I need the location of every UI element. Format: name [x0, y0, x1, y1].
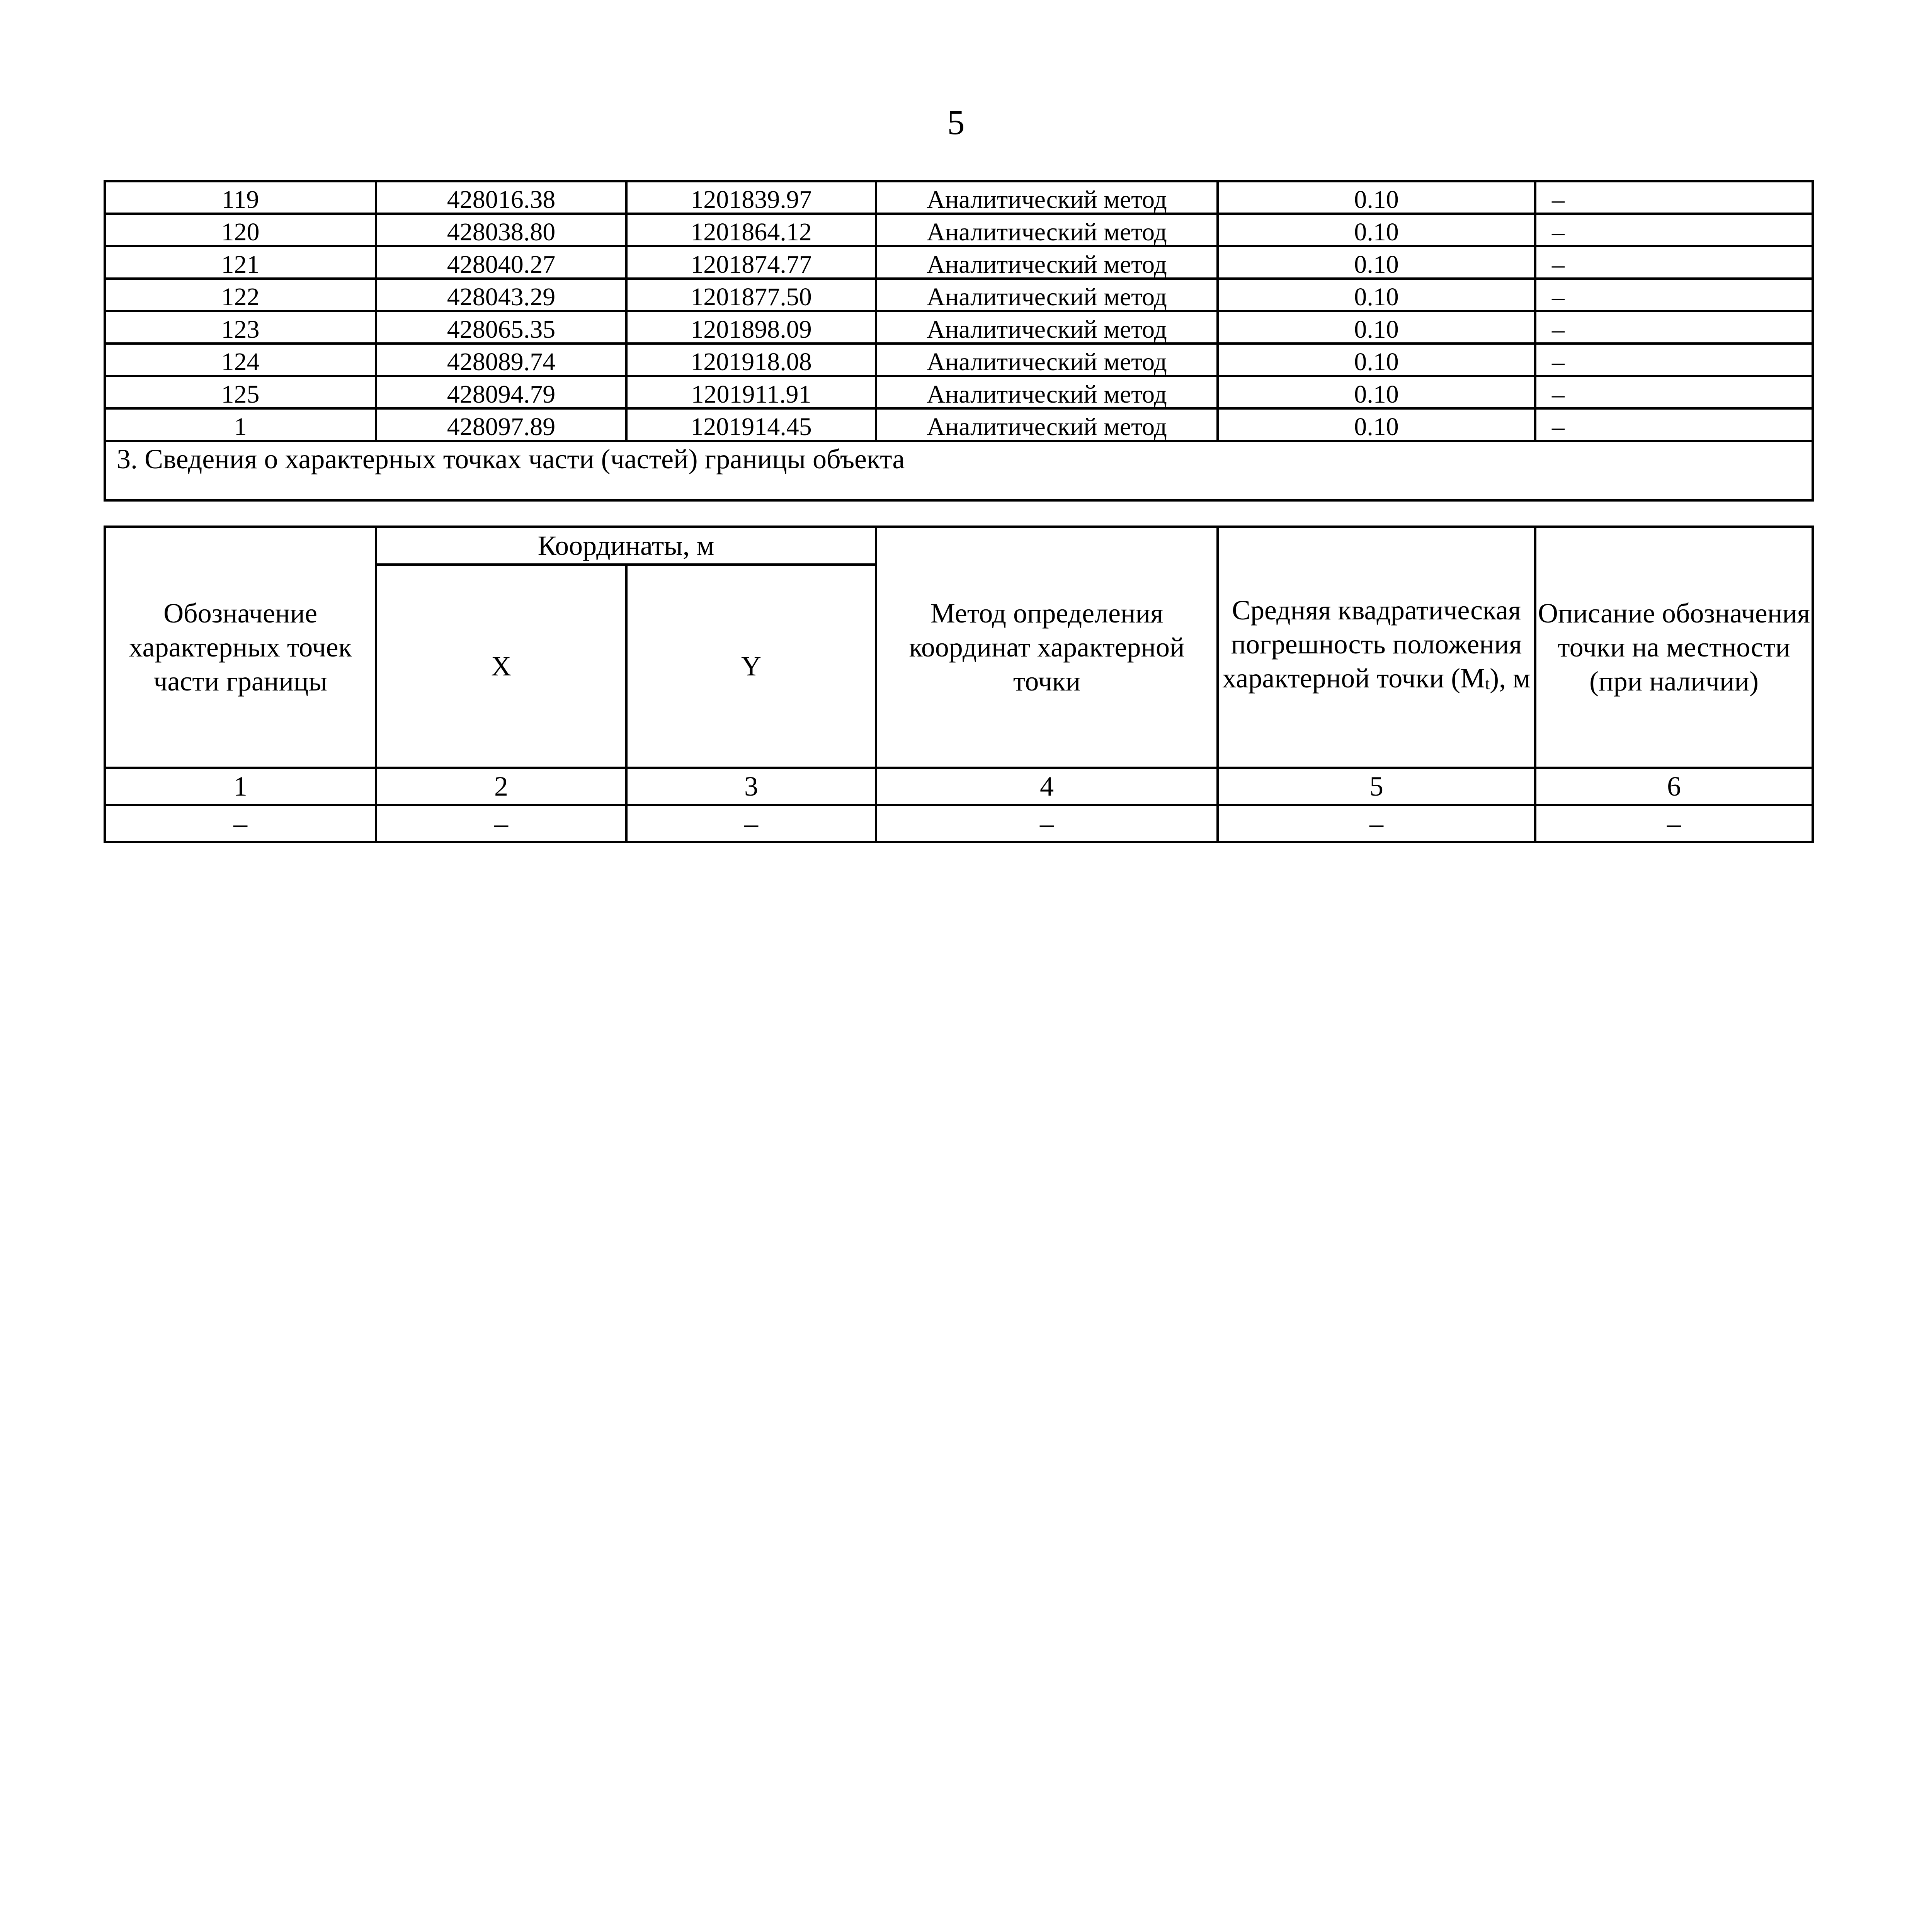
point-cell: 120	[105, 214, 376, 246]
column-number-cell: 2	[376, 768, 626, 805]
y-cell: 1201874.77	[626, 246, 876, 279]
table-row	[105, 214, 1813, 246]
y-cell: 1201839.97	[626, 181, 876, 214]
method-cell: Аналитический метод	[876, 181, 1218, 214]
header-accuracy-subscript: t	[1485, 675, 1490, 693]
table-cell: –	[376, 805, 626, 842]
x-cell: 428040.27	[376, 246, 626, 279]
description-cell: –	[1535, 246, 1813, 279]
x-cell: 428094.79	[376, 376, 626, 408]
method-cell: Аналитический метод	[876, 376, 1218, 408]
x-cell: 428089.74	[376, 344, 626, 376]
header-y: Y	[626, 565, 876, 768]
y-cell: 1201877.50	[626, 279, 876, 311]
description-cell: –	[1535, 311, 1813, 344]
point-cell: 125	[105, 376, 376, 408]
point-cell: 123	[105, 311, 376, 344]
y-cell: 1201898.09	[626, 311, 876, 344]
description-cell: –	[1535, 279, 1813, 311]
description-cell: –	[1535, 344, 1813, 376]
accuracy-cell: 0.10	[1218, 344, 1535, 376]
table-row	[105, 279, 1813, 311]
accuracy-cell: 0.10	[1218, 311, 1535, 344]
description-cell: –	[1535, 376, 1813, 408]
header-designation: Обозначение характерных точек части границы	[105, 527, 376, 768]
accuracy-cell: 0.10	[1218, 246, 1535, 279]
y-cell: 1201911.91	[626, 376, 876, 408]
method-cell: Аналитический метод	[876, 279, 1218, 311]
y-cell: 1201914.45	[626, 408, 876, 441]
section-3-title: 3. Сведения о характерных точках части (частей) границы объекта	[105, 441, 1813, 500]
boundary-parts-table	[104, 526, 1814, 843]
x-cell: 428016.38	[376, 181, 626, 214]
point-cell: 121	[105, 246, 376, 279]
column-number-cell: 6	[1535, 768, 1813, 805]
table-row	[105, 246, 1813, 279]
method-cell: Аналитический метод	[876, 214, 1218, 246]
point-cell: 1	[105, 408, 376, 441]
table-row	[105, 376, 1813, 408]
table-row	[105, 344, 1813, 376]
point-cell: 124	[105, 344, 376, 376]
table-cell: –	[876, 805, 1218, 842]
method-cell: Аналитический метод	[876, 344, 1218, 376]
table-cell: –	[1218, 805, 1535, 842]
accuracy-cell: 0.10	[1218, 408, 1535, 441]
description-cell: –	[1535, 181, 1813, 214]
accuracy-cell: 0.10	[1218, 181, 1535, 214]
table-row	[105, 311, 1813, 344]
accuracy-cell: 0.10	[1218, 214, 1535, 246]
table-row	[105, 181, 1813, 214]
description-cell: –	[1535, 408, 1813, 441]
column-number-cell: 3	[626, 768, 876, 805]
table-row	[105, 408, 1813, 441]
column-number-row	[105, 768, 1813, 805]
table-cell: –	[626, 805, 876, 842]
x-cell: 428097.89	[376, 408, 626, 441]
method-cell: Аналитический метод	[876, 311, 1218, 344]
y-cell: 1201918.08	[626, 344, 876, 376]
point-cell: 119	[105, 181, 376, 214]
header-x: X	[376, 565, 626, 768]
header-description: Описание обозначения точки на местности (при наличии)	[1535, 527, 1813, 768]
table-cell: –	[1535, 805, 1813, 842]
header-method: Метод определения координат характерной точки	[876, 527, 1218, 768]
column-number-cell: 5	[1218, 768, 1535, 805]
header-accuracy-text: Средняя квадратическая погрешность положения характерной точки (M	[1222, 595, 1522, 694]
description-cell: –	[1535, 214, 1813, 246]
point-cell: 122	[105, 279, 376, 311]
page-number: 5	[947, 104, 965, 142]
method-cell: Аналитический метод	[876, 246, 1218, 279]
table-cell: –	[105, 805, 376, 842]
x-cell: 428043.29	[376, 279, 626, 311]
x-cell: 428038.80	[376, 214, 626, 246]
method-cell: Аналитический метод	[876, 408, 1218, 441]
coordinates-table	[104, 180, 1814, 502]
header-coordinates: Координаты, м	[376, 527, 876, 565]
accuracy-cell: 0.10	[1218, 376, 1535, 408]
column-number-cell: 4	[876, 768, 1218, 805]
column-number-cell: 1	[105, 768, 376, 805]
table-row	[105, 805, 1813, 842]
header-accuracy-unit: ), м	[1490, 663, 1531, 694]
accuracy-cell: 0.10	[1218, 279, 1535, 311]
header-accuracy	[1218, 527, 1535, 768]
y-cell: 1201864.12	[626, 214, 876, 246]
x-cell: 428065.35	[376, 311, 626, 344]
